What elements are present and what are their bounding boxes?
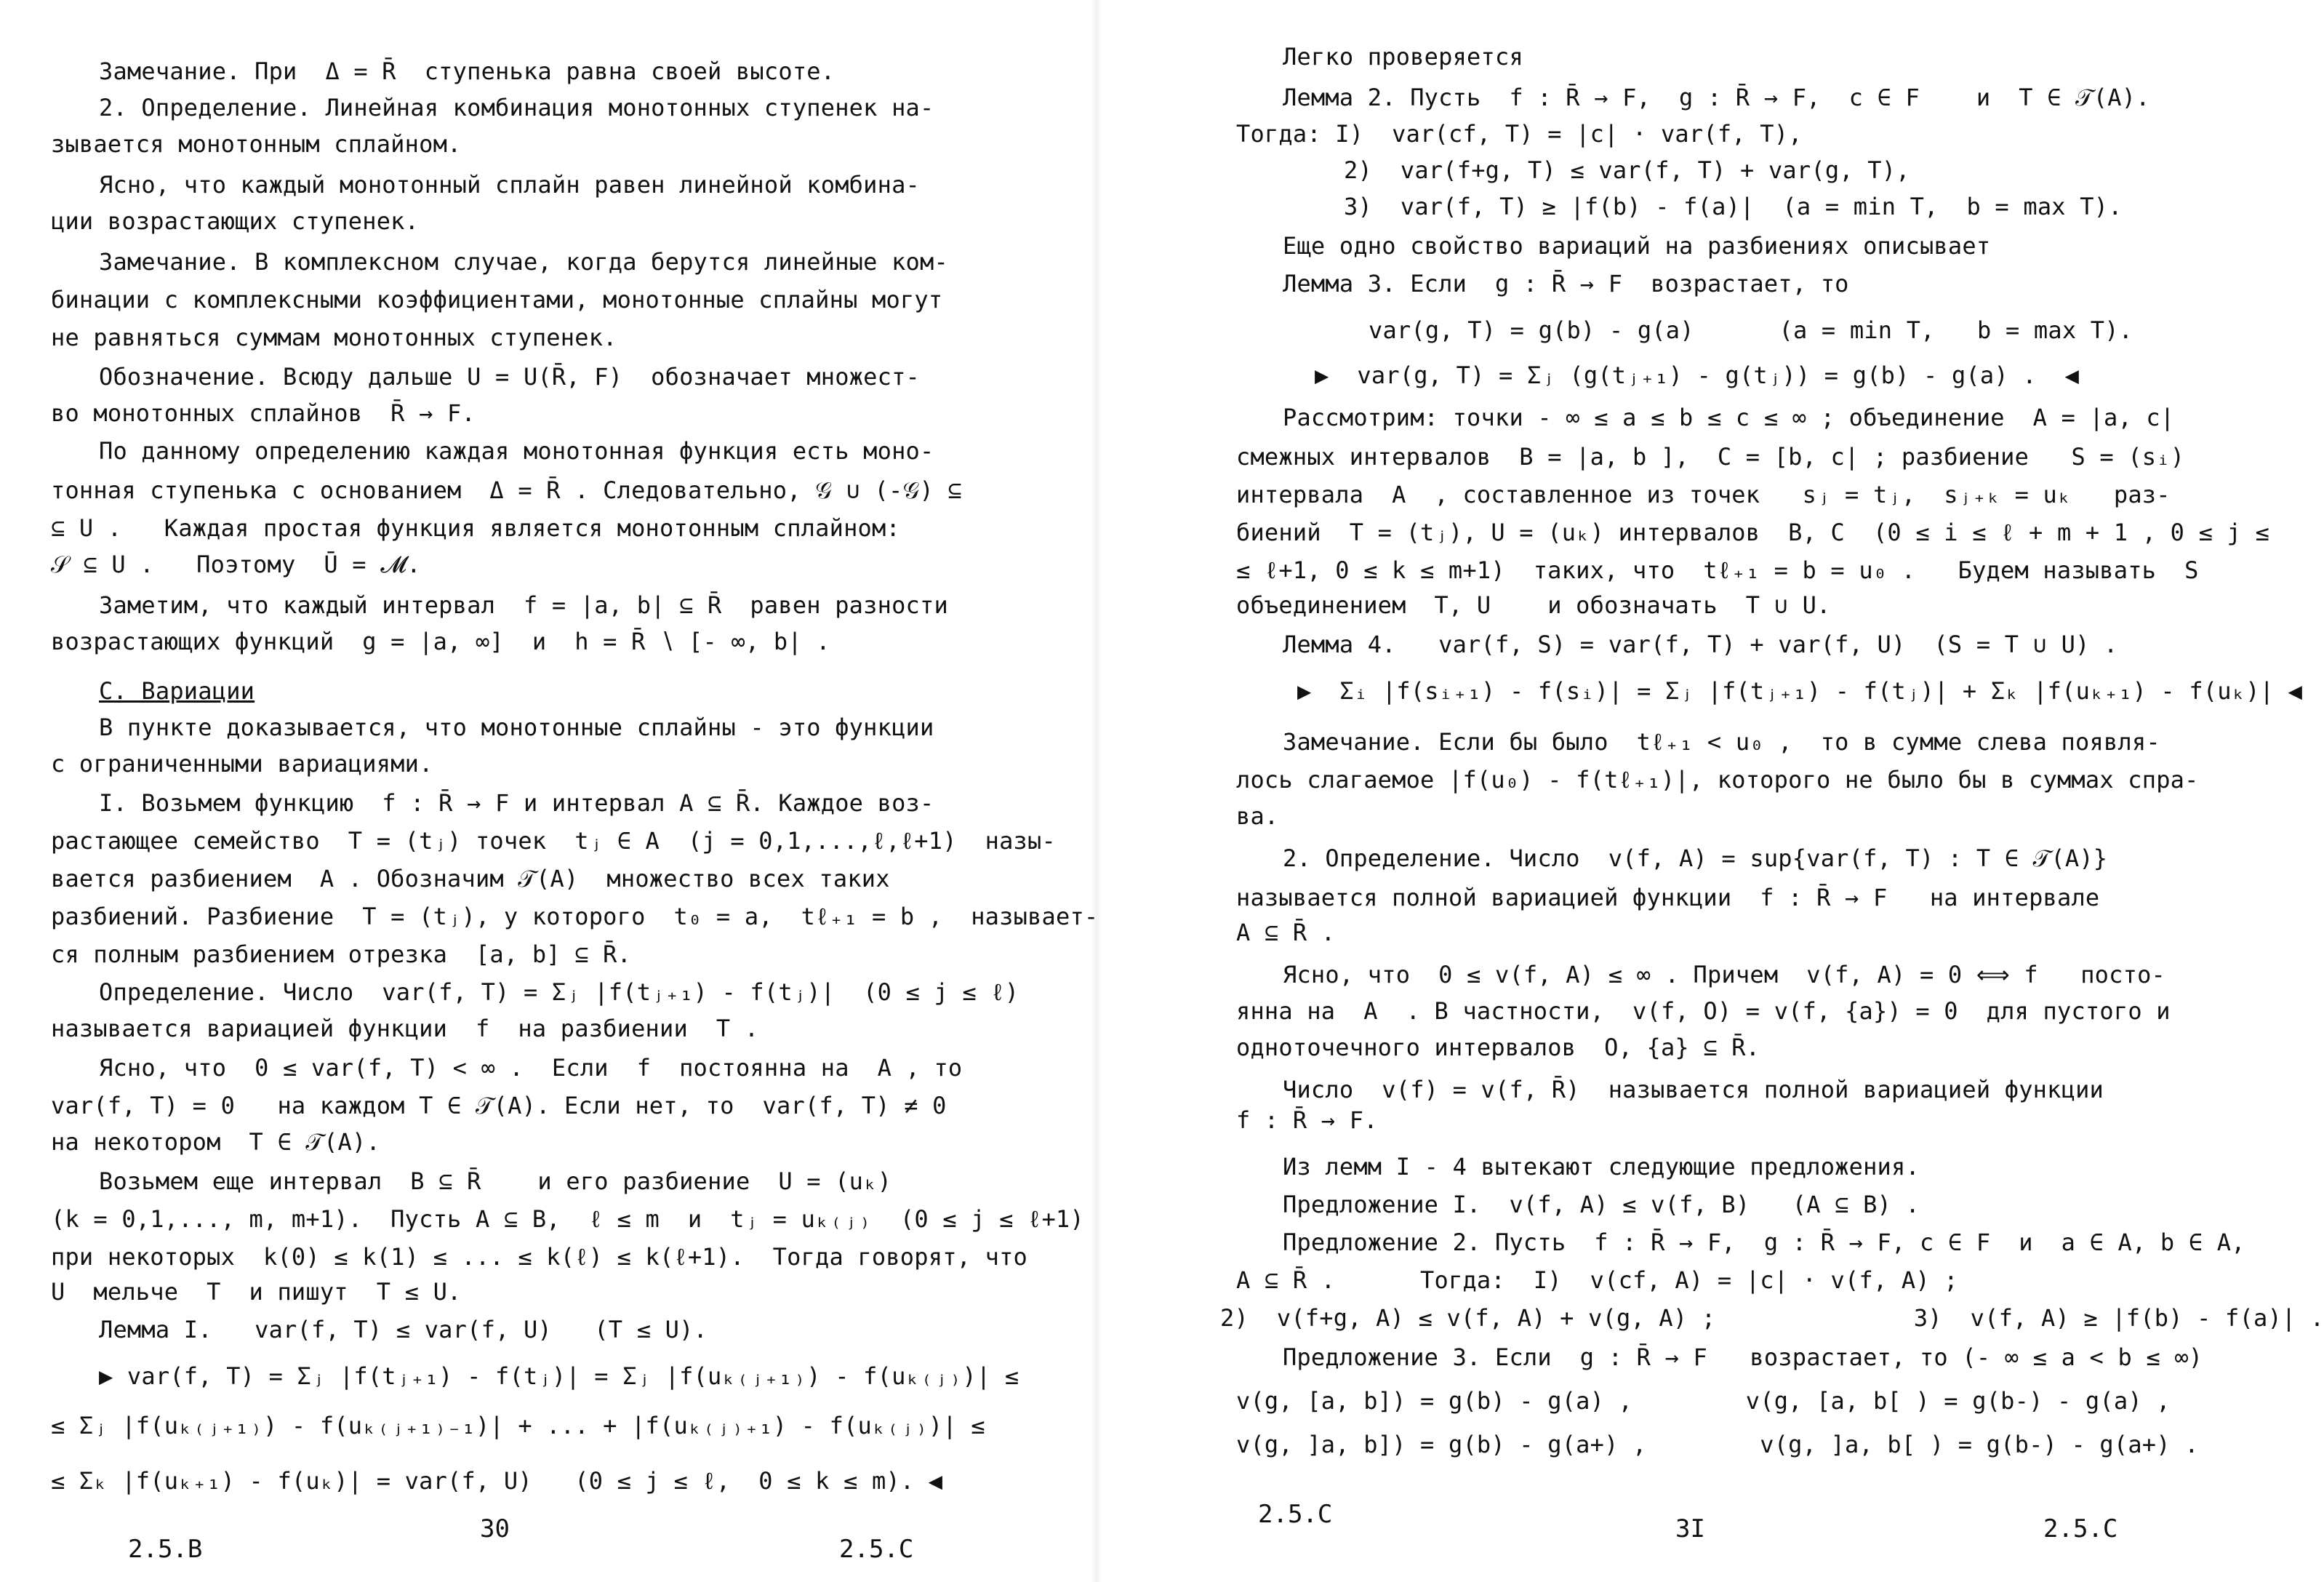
text-line: Еще одно свойство вариаций на разбиениях описывает	[1283, 232, 1991, 260]
text-line: A ⊆ R̄ . Тогда: I) v(cf, A) = |c| · v(f, A) ;	[1236, 1266, 1958, 1294]
text-line: 2) v(f+g, A) ≤ v(f, A) + v(g, A) ; 3) v(f, A) ≥ |f(b) - f(a)| .	[1220, 1304, 2324, 1332]
formula-line: ≤ Σₖ |f(uₖ₊₁) - f(uₖ)| = var(f, U) (0 ≤ j ≤ ℓ, 0 ≤ k ≤ m). ◀	[51, 1467, 943, 1495]
text-line: с ограниченными вариациями.	[51, 750, 433, 778]
text-line: 2) var(f+g, T) ≤ var(f, T) + var(g, T),	[1344, 156, 1910, 184]
text-line: не равняться суммам монотонных ступенек.	[51, 324, 617, 351]
text-line: во монотонных сплайнов R̄ → F.	[51, 399, 476, 427]
page-number: 30	[480, 1514, 510, 1543]
text-line: Возьмем еще интервал B ⊆ R̄ и его разбиение U = (uₖ)	[99, 1167, 892, 1195]
text-line: Лемма 2. Пусть f : R̄ → F, g : R̄ → F, c ∈ F и T ∈ 𝒯(A).	[1283, 84, 2150, 111]
text-line: Замечание. При Δ = R̄ ступенька равна своей высоте.	[99, 57, 836, 85]
text-line: смежных интервалов B = |a, b ], C = [b, c| ; разбиение S = (sᵢ)	[1236, 443, 2185, 471]
text-line: ≤ ℓ+1, 0 ≤ k ≤ m+1) таких, что tℓ₊₁ = b = u₀ . Будем называть S	[1236, 556, 2199, 584]
text-line: зывается монотонным сплайном.	[51, 130, 462, 158]
left-page	[0, 0, 1097, 1582]
right-page	[1097, 0, 2324, 1582]
text-line: Ясно, что каждый монотонный сплайн равен линейной комбина-	[99, 171, 921, 199]
text-line: ции возрастающих ступенек.	[51, 207, 420, 235]
text-line: Определение. Число var(f, T) = Σⱼ |f(tⱼ₊₁) - f(tⱼ)| (0 ≤ j ≤ ℓ)	[99, 978, 1019, 1006]
formula-line: var(g, T) = g(b) - g(a) (a = min T, b = max T).	[1369, 316, 2133, 344]
text-line: ся полным разбиением отрезка [a, b] ⊆ R̄.	[51, 940, 632, 968]
text-line: Лемма 4. var(f, S) = var(f, T) + var(f, U) (S = T ∪ U) .	[1283, 631, 2118, 658]
text-line: (k = 0,1,..., m, m+1). Пусть A ⊆ B, ℓ ≤ m и tⱼ = uₖ₍ⱼ₎ (0 ≤ j ≤ ℓ+1)	[51, 1205, 1084, 1233]
text-line: одноточечного интервалов O, {a} ⊆ R̄.	[1236, 1034, 1760, 1061]
text-line: Из лемм I - 4 вытекают следующие предложения.	[1283, 1153, 1920, 1180]
text-line: биений T = (tⱼ), U = (uₖ) интервалов B, C (0 ≤ i ≤ ℓ + m + 1 , 0 ≤ j ≤	[1236, 519, 2269, 546]
footer-right-code: 2.5.C	[839, 1535, 914, 1564]
footer-left-code: 2.5.B	[128, 1535, 203, 1564]
text-line: объединением T, U и обозначать T ∪ U.	[1236, 591, 1831, 619]
section-heading: C. Вариации	[99, 677, 255, 705]
formula-line: ▶ var(f, T) = Σⱼ |f(tⱼ₊₁) - f(tⱼ)| = Σⱼ |f(uₖ₍ⱼ₊₁₎) - f(uₖ₍ⱼ₎)| ≤	[99, 1362, 1019, 1390]
text-line: Замечание. Если бы было tℓ₊₁ < u₀ , то в сумме слева появля-	[1283, 728, 2160, 756]
formula-line: ≤ Σⱼ |f(uₖ₍ⱼ₊₁₎) - f(uₖ₍ⱼ₊₁₎₋₁)| + ... + |f(uₖ₍ⱼ₎₊₁) - f(uₖ₍ⱼ₎)| ≤	[51, 1412, 985, 1439]
text-line: Обозначение. Всюду дальше U = U(R̄, F) обозначает множест-	[99, 363, 921, 391]
formula-line: v(g, ]a, b]) = g(b) - g(a+) , v(g, ]a, b[ ) = g(b-) - g(a+) .	[1236, 1431, 2199, 1458]
text-line: f : R̄ → F.	[1236, 1106, 1378, 1134]
text-line: 2. Определение. Число v(f, A) = sup{var(f, T) : T ∈ 𝒯(A)}	[1283, 844, 2108, 872]
text-line: Замечание. В комплексном случае, когда берутся линейные ком-	[99, 248, 948, 276]
text-line: Ясно, что 0 ≤ var(f, T) < ∞ . Если f постоянна на A , то	[99, 1054, 963, 1082]
text-line: U мельче T и пишут T ≤ U.	[51, 1278, 462, 1306]
text-line: Заметим, что каждый интервал f = |a, b| ⊆ R̄ равен разности	[99, 591, 948, 619]
text-line: 2. Определение. Линейная комбинация монотонных ступенек на-	[99, 94, 934, 121]
page-number: 3I	[1675, 1514, 1705, 1543]
text-line: Тогда: I) var(cf, T) = |c| · var(f, T),	[1236, 120, 1803, 148]
text-line: В пункте доказывается, что монотонные сплайны - это функции	[99, 714, 934, 741]
text-line: бинации с комплексными коэффициентами, монотонные сплайны могут	[51, 286, 943, 313]
text-line: Легко проверяется	[1283, 43, 1523, 71]
text-line: 3) var(f, T) ≥ |f(b) - f(a)| (a = min T, b = max T).	[1344, 193, 2123, 220]
text-line: разбиений. Разбиение T = (tⱼ), у которого t₀ = a, tℓ₊₁ = b , называет-	[51, 903, 1099, 930]
text-line: Предложение 3. Если g : R̄ → F возрастает, то (- ∞ ≤ a < b ≤ ∞)	[1283, 1343, 2203, 1371]
text-line: на некотором T ∈ 𝒯(A).	[51, 1128, 380, 1156]
text-line: Рассмотрим: точки - ∞ ≤ a ≤ b ≤ c ≤ ∞ ; объединение A = |a, c|	[1283, 404, 2175, 431]
text-line: var(f, T) = 0 на каждом T ∈ 𝒯(A). Если нет, то var(f, T) ≠ 0	[51, 1092, 947, 1119]
text-line: вается разбиением A . Обозначим 𝒯(A) множество всех таких	[51, 865, 890, 892]
text-line: Число v(f) = v(f, R̄) называется полной вариацией функции	[1283, 1076, 2104, 1103]
text-line: называется полной вариацией функции f : R̄ → F на интервале	[1236, 884, 2100, 911]
formula-line: ▶ Σᵢ |f(sᵢ₊₁) - f(sᵢ)| = Σⱼ |f(tⱼ₊₁) - f(tⱼ)| + Σₖ |f(uₖ₊₁) - f(uₖ)| ◀	[1297, 677, 2303, 705]
text-line: 𝒮 ⊆ U . Поэтому Ū = 𝓜.	[51, 551, 421, 578]
text-line: растающее семейство T = (tⱼ) точек tⱼ ∈ A (j = 0,1,...,ℓ,ℓ+1) назы-	[51, 827, 1056, 855]
text-line: называется вариацией функции f на разбиении T .	[51, 1015, 759, 1042]
text-line: I. Возьмем функцию f : R̄ → F и интервал A ⊆ R̄. Каждое воз-	[99, 789, 934, 817]
footer-left-code: 2.5.C	[1258, 1500, 1333, 1529]
text-line: тонная ступенька с основанием Δ = R̄ . Следовательно, 𝒢 ∪ (-𝒢) ⊆	[51, 476, 962, 504]
text-line: при некоторых k(0) ≤ k(1) ≤ ... ≤ k(ℓ) ≤ k(ℓ+1). Тогда говорят, что	[51, 1243, 1028, 1271]
formula-line: v(g, [a, b]) = g(b) - g(a) , v(g, [a, b[ ) = g(b-) - g(a) ,	[1236, 1387, 2171, 1415]
text-line: По данному определению каждая монотонная функция есть моно-	[99, 437, 934, 465]
formula-line: ▶ var(g, T) = Σⱼ (g(tⱼ₊₁) - g(tⱼ)) = g(b) - g(a) . ◀	[1315, 361, 2080, 389]
text-line: ⊆ U . Каждая простая функция является монотонным сплайном:	[51, 514, 900, 542]
text-line: Предложение 2. Пусть f : R̄ → F, g : R̄ → F, c ∈ F и a ∈ A, b ∈ A,	[1283, 1229, 2245, 1256]
text-line: Предложение I. v(f, A) ≤ v(f, B) (A ⊆ B) .	[1283, 1191, 1920, 1218]
text-line: интервала A , составленное из точек sⱼ = tⱼ, sⱼ₊ₖ = uₖ раз-	[1236, 481, 2171, 508]
text-line: A ⊆ R̄ .	[1236, 919, 1336, 946]
text-line: возрастающих функций g = |a, ∞] и h = R̄ ∖ [- ∞, b| .	[51, 628, 830, 655]
text-line: ва.	[1236, 802, 1279, 830]
footer-right-code: 2.5.C	[2043, 1514, 2118, 1543]
text-line: лось слагаемое |f(u₀) - f(tℓ₊₁)|, которого не было бы в суммах спра-	[1236, 766, 2199, 794]
text-line: Лемма 3. Если g : R̄ → F возрастает, то	[1283, 270, 1849, 297]
text-line: янна на A . В частности, v(f, O) = v(f, {a}) = 0 для пустого и	[1236, 997, 2171, 1025]
text-line: Лемма I. var(f, T) ≤ var(f, U) (T ≤ U).	[99, 1316, 708, 1343]
text-line: Ясно, что 0 ≤ v(f, A) ≤ ∞ . Причем v(f, A) = 0 ⟺ f посто-	[1283, 961, 2166, 988]
